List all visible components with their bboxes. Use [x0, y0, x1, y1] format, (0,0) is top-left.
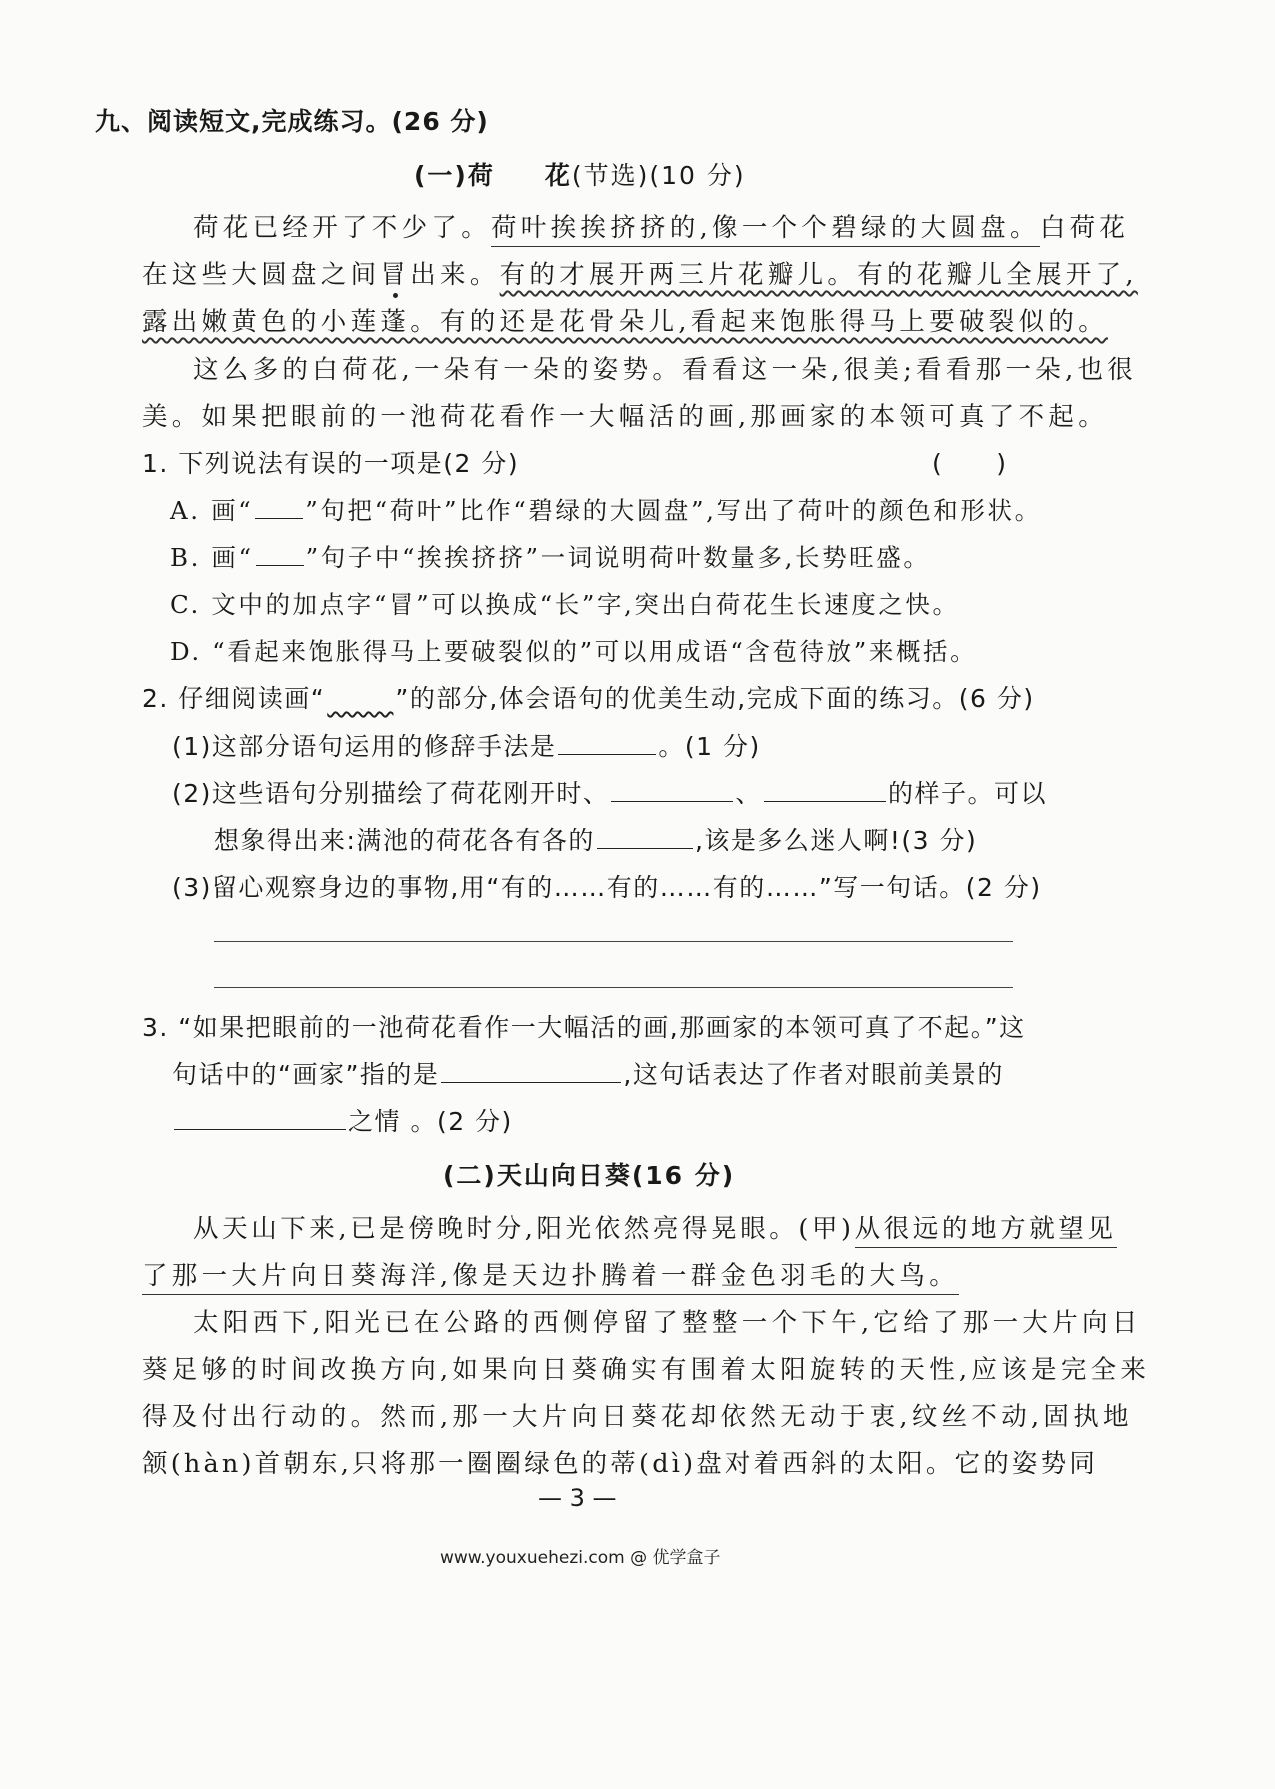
footer-watermark[interactable]: www.youxuehezi.com @ 优学盒子	[440, 1548, 721, 1568]
p2-line-1: 这么多的白荷花,一朵有一朵的姿势。看看这一朵,很美;看看那一朵,也很	[193, 355, 1138, 385]
q3-text: 句话中的“画家”指的是	[172, 1060, 440, 1089]
p1-line-1	[193, 208, 1129, 244]
page-number: — 3 —	[538, 1484, 617, 1512]
q3-text: ,这句话表达了作者对眼前美景的	[623, 1060, 1004, 1089]
p1-text: 在这些大圆盘之间	[142, 260, 381, 290]
q2-sub2-cont	[214, 821, 977, 857]
underlined-sentence: 荷叶挨挨挤挤的,像一个个碧绿的大圆盘。	[491, 213, 1040, 247]
underlined-sentence: 了那一大片向日葵海洋,像是天边扑腾着一群金色羽毛的大鸟。	[142, 1261, 959, 1295]
passage1-title-prefix: (一)	[414, 161, 468, 190]
p2b-line-1: 太阳西下,阳光已在公路的西侧停留了整整一个下午,它给了那一大片向日	[193, 1308, 1142, 1338]
q2-sub1	[172, 727, 761, 763]
answer-blank[interactable]	[764, 776, 886, 802]
dotted-char: 冒	[380, 255, 410, 291]
q2-sub2	[172, 774, 1047, 810]
answer-blank[interactable]	[174, 1104, 346, 1130]
p2a-text: 从天山下来,已是傍晚时分,阳光依然亮得晃眼。(甲)	[193, 1214, 855, 1244]
q2-text: (1)这部分语句运用的修辞手法是	[172, 732, 557, 761]
q2-stem	[142, 679, 1035, 715]
answer-blank[interactable]	[558, 729, 656, 755]
passage1-title-char1: 荷	[467, 161, 495, 190]
q1-option-a[interactable]	[170, 492, 1042, 527]
q3-text: 之情 。(2 分)	[348, 1107, 513, 1136]
q3-line-2	[172, 1055, 1004, 1091]
underlined-sentence: 从很远的地方就望见	[855, 1214, 1117, 1248]
answer-blank[interactable]	[597, 823, 693, 849]
q3-line-1: 3. “如果把眼前的一池荷花看作一大幅活的画,那画家的本领可真了不起。”这	[142, 1013, 1026, 1042]
q2-text: 想象得出来:满池的荷花各有各的	[214, 826, 595, 855]
straight-line-mark	[255, 494, 303, 520]
option-text: B. 画“	[170, 543, 254, 572]
straight-line-mark	[256, 541, 304, 567]
q3-line-3	[172, 1102, 513, 1138]
answer-line-1[interactable]	[214, 941, 1013, 942]
section-title: 九、阅读短文,完成练习。(26 分)	[95, 107, 489, 136]
q1-option-d[interactable]: D. “看起来饱胀得马上要破裂似的”可以用成语“含苞待放”来概括。	[170, 637, 978, 666]
q2-sub3: (3)留心观察身边的事物,用“有的……有的……有的……”写一句话。(2 分)	[172, 873, 1042, 902]
p2a-line-1	[193, 1209, 1117, 1245]
q2-text: 、	[735, 779, 762, 808]
p1-line-3	[142, 302, 1108, 338]
p2a-line-2	[142, 1256, 959, 1292]
q2-text: (2)这些语句分别描绘了荷花刚开时、	[172, 779, 610, 808]
p2b-line-2: 葵足够的时间改换方向,如果向日葵确实有围着太阳旋转的天性,应该是完全来	[142, 1355, 1151, 1385]
q1-stem: 1. 下列说法有误的一项是(2 分)	[142, 449, 520, 478]
answer-line-2[interactable]	[214, 987, 1013, 988]
option-text: ”句把“荷叶”比作“碧绿的大圆盘”,写出了荷叶的颜色和形状。	[305, 496, 1042, 525]
q2-text: 的样子。可以	[887, 779, 1047, 808]
wavy-underlined-sentence: 有的才展开两三片花瓣儿。有的花瓣儿全展开了,	[499, 260, 1138, 290]
p2b-line-4: 颔(hàn)首朝东,只将那一圈圈绿色的蒂(dì)盘对着西斜的太阳。它的姿势同	[142, 1449, 1099, 1479]
q1-option-c[interactable]: C. 文中的加点字“冒”可以换成“长”字,突出白荷花生长速度之快。	[170, 590, 960, 619]
passage2-title: (二)天山向日葵(16 分)	[443, 1161, 736, 1190]
q2-text: ,该是多么迷人啊!(3 分)	[694, 826, 978, 855]
answer-blank[interactable]	[611, 776, 733, 802]
q1-answer-bracket[interactable]: ( )	[932, 449, 1008, 478]
option-text: ”句子中“挨挨挤挤”一词说明荷叶数量多,长势旺盛。	[305, 543, 931, 572]
q2-text: ”的部分,体会语句的优美生动,完成下面的练习。(6 分)	[395, 684, 1035, 713]
p1-text: 白荷花	[1039, 213, 1130, 243]
p2-line-2: 美。如果把眼前的一池荷花看作一大幅活的画,那画家的本领可真了不起。	[142, 402, 1109, 432]
q2-text: 2. 仔细阅读画“	[142, 684, 326, 713]
passage1-title-char2: 花	[544, 161, 572, 190]
wavy-underlined-sentence: 露出嫩黄色的小莲蓬。有的还是花骨朵儿,看起来饱胀得马上要破裂似的。	[142, 307, 1109, 337]
q1-option-b[interactable]	[170, 539, 930, 574]
wavy-line-mark	[327, 684, 393, 709]
p1-line-2	[142, 255, 1138, 291]
passage1-title-suffix: (节选)(10 分)	[571, 161, 746, 190]
answer-blank[interactable]	[441, 1057, 621, 1083]
q2-text: 。(1 分)	[658, 732, 761, 761]
p2b-line-3: 得及付出行动的。然而,那一大片向日葵花却依然无动于衷,纹丝不动,固执地	[142, 1402, 1133, 1432]
option-text: A. 画“	[170, 496, 254, 525]
passage1-title	[414, 156, 746, 192]
p1-text: 荷花已经开了不少了。	[193, 213, 492, 243]
p1-text: 出来。	[410, 260, 500, 290]
